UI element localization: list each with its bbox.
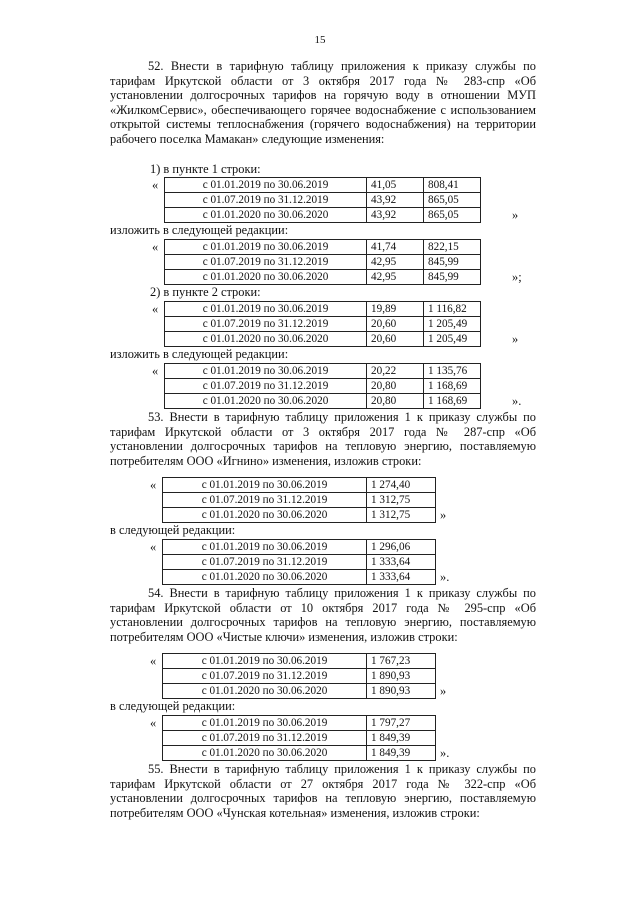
- close-quote-semicolon: »;: [512, 270, 522, 284]
- table-row: с 01.07.2019 по 31.12.2019 1 333,64: [163, 555, 436, 570]
- close-quote: »: [512, 332, 519, 346]
- table-row: с 01.01.2019 по 30.06.2019 1 274,40: [163, 478, 436, 493]
- item-52-redaction1: изложить в следующей редакции:: [110, 223, 289, 237]
- item-55-text: 55. Внести в тарифную таблицу приложения 1 к приказу службы по тарифам Иркутской области от 27 октября 2017 года № 322-спр «Об установлении долгосрочных тарифов на тепловую энергию, поставляемую потребителям ООО «Чунская котельная» изменения, изложив строки:: [110, 762, 536, 820]
- tariff-table-53-2: [162, 539, 436, 585]
- table-row: с 01.01.2019 по 30.06.2019 1 797,27: [163, 716, 436, 731]
- close-quote: »: [512, 208, 519, 222]
- tariff-table-52-2: [164, 239, 481, 285]
- table-row: с 01.01.2020 по 30.06.2020 42,95 845,99: [165, 270, 481, 285]
- tariff-table-52-4: [164, 363, 481, 409]
- item-52-sub2: 2) в пункте 2 строки:: [150, 285, 261, 299]
- close-quote: »: [440, 684, 447, 698]
- open-quote: «: [152, 178, 159, 192]
- table-row: с 01.01.2019 по 30.06.2019 19,89 1 116,82: [165, 302, 481, 317]
- table-row: с 01.07.2019 по 31.12.2019 42,95 845,99: [165, 255, 481, 270]
- table-row: с 01.07.2019 по 31.12.2019 1 890,93: [163, 669, 436, 684]
- item-53-text: 53. Внести в тарифную таблицу приложения 1 к приказу службы по тарифам Иркутской области от 3 октября 2017 года № 287-спр «Об установлении долгосрочных тарифов на тепловую энергию, поставляемую потребителям ООО «Игнино» изменения, изложив строки:: [110, 410, 536, 468]
- open-quote: «: [150, 478, 157, 492]
- table-row: с 01.01.2019 по 30.06.2019 20,22 1 135,76: [165, 364, 481, 379]
- item-52-sub1: 1) в пункте 1 строки:: [150, 162, 261, 176]
- item-54-text: 54. Внести в тарифную таблицу приложения 1 к приказу службы по тарифам Иркутской области от 10 октября 2017 года № 295-спр «Об установлении долгосрочных тарифов на тепловую энергию, поставляемую потребителям ООО «Чистые ключи» изменения, изложив строки:: [110, 586, 536, 644]
- close-quote-period: ».: [440, 570, 450, 584]
- open-quote: «: [150, 654, 157, 668]
- table-row: с 01.07.2019 по 31.12.2019 20,80 1 168,69: [165, 379, 481, 394]
- open-quote: «: [150, 540, 157, 554]
- tariff-table-53-1: [162, 477, 436, 523]
- tariff-table-52-3: [164, 301, 481, 347]
- table-row: с 01.01.2020 по 30.06.2020 20,60 1 205,49: [165, 332, 481, 347]
- item-52-redaction2: изложить в следующей редакции:: [110, 347, 289, 361]
- table-row: с 01.07.2019 по 31.12.2019 20,60 1 205,49: [165, 317, 481, 332]
- table-row: с 01.01.2020 по 30.06.2020 1 333,64: [163, 570, 436, 585]
- close-quote-period: ».: [440, 746, 450, 760]
- table-row: с 01.01.2019 по 30.06.2019 1 296,06: [163, 540, 436, 555]
- open-quote: «: [152, 364, 159, 378]
- open-quote: «: [150, 716, 157, 730]
- close-quote-period: ».: [512, 394, 522, 408]
- tariff-table-54-1: [162, 653, 436, 699]
- table-row: с 01.01.2020 по 30.06.2020 1 890,93: [163, 684, 436, 699]
- table-row: с 01.01.2020 по 30.06.2020 43,92 865,05: [165, 208, 481, 223]
- table-row: с 01.01.2019 по 30.06.2019 41,74 822,15: [165, 240, 481, 255]
- table-row: с 01.01.2020 по 30.06.2020 1 312,75: [163, 508, 436, 523]
- table-row: с 01.07.2019 по 31.12.2019 1 849,39: [163, 731, 436, 746]
- table-row: с 01.07.2019 по 31.12.2019 43,92 865,05: [165, 193, 481, 208]
- page-number: 15: [314, 34, 326, 46]
- open-quote: «: [152, 240, 159, 254]
- item-52-text: 52. Внести в тарифную таблицу приложения к приказу службы по тарифам Иркутской области от 3 октября 2017 года № 283-спр «Об установлении долгосрочных тарифов на горячую воду в отношении МУП «ЖилкомСервис», обеспечивающего горячее водоснабжение с использованием открытой системы теплоснабжения (горячего водоснабжения) на территории рабочего поселка Мамакан» следующие изменения:: [110, 59, 536, 146]
- tariff-table-52-1: [164, 177, 481, 223]
- table-row: с 01.01.2019 по 30.06.2019 41,05 808,41: [165, 178, 481, 193]
- table-row: с 01.07.2019 по 31.12.2019 1 312,75: [163, 493, 436, 508]
- table-row: с 01.01.2019 по 30.06.2019 1 767,23: [163, 654, 436, 669]
- close-quote: »: [440, 508, 447, 522]
- item-53-redaction: в следующей редакции:: [110, 523, 236, 537]
- tariff-table-54-2: [162, 715, 436, 761]
- item-54-redaction: в следующей редакции:: [110, 699, 236, 713]
- open-quote: «: [152, 302, 159, 316]
- table-row: с 01.01.2020 по 30.06.2020 20,80 1 168,69: [165, 394, 481, 409]
- table-row: с 01.01.2020 по 30.06.2020 1 849,39: [163, 746, 436, 761]
